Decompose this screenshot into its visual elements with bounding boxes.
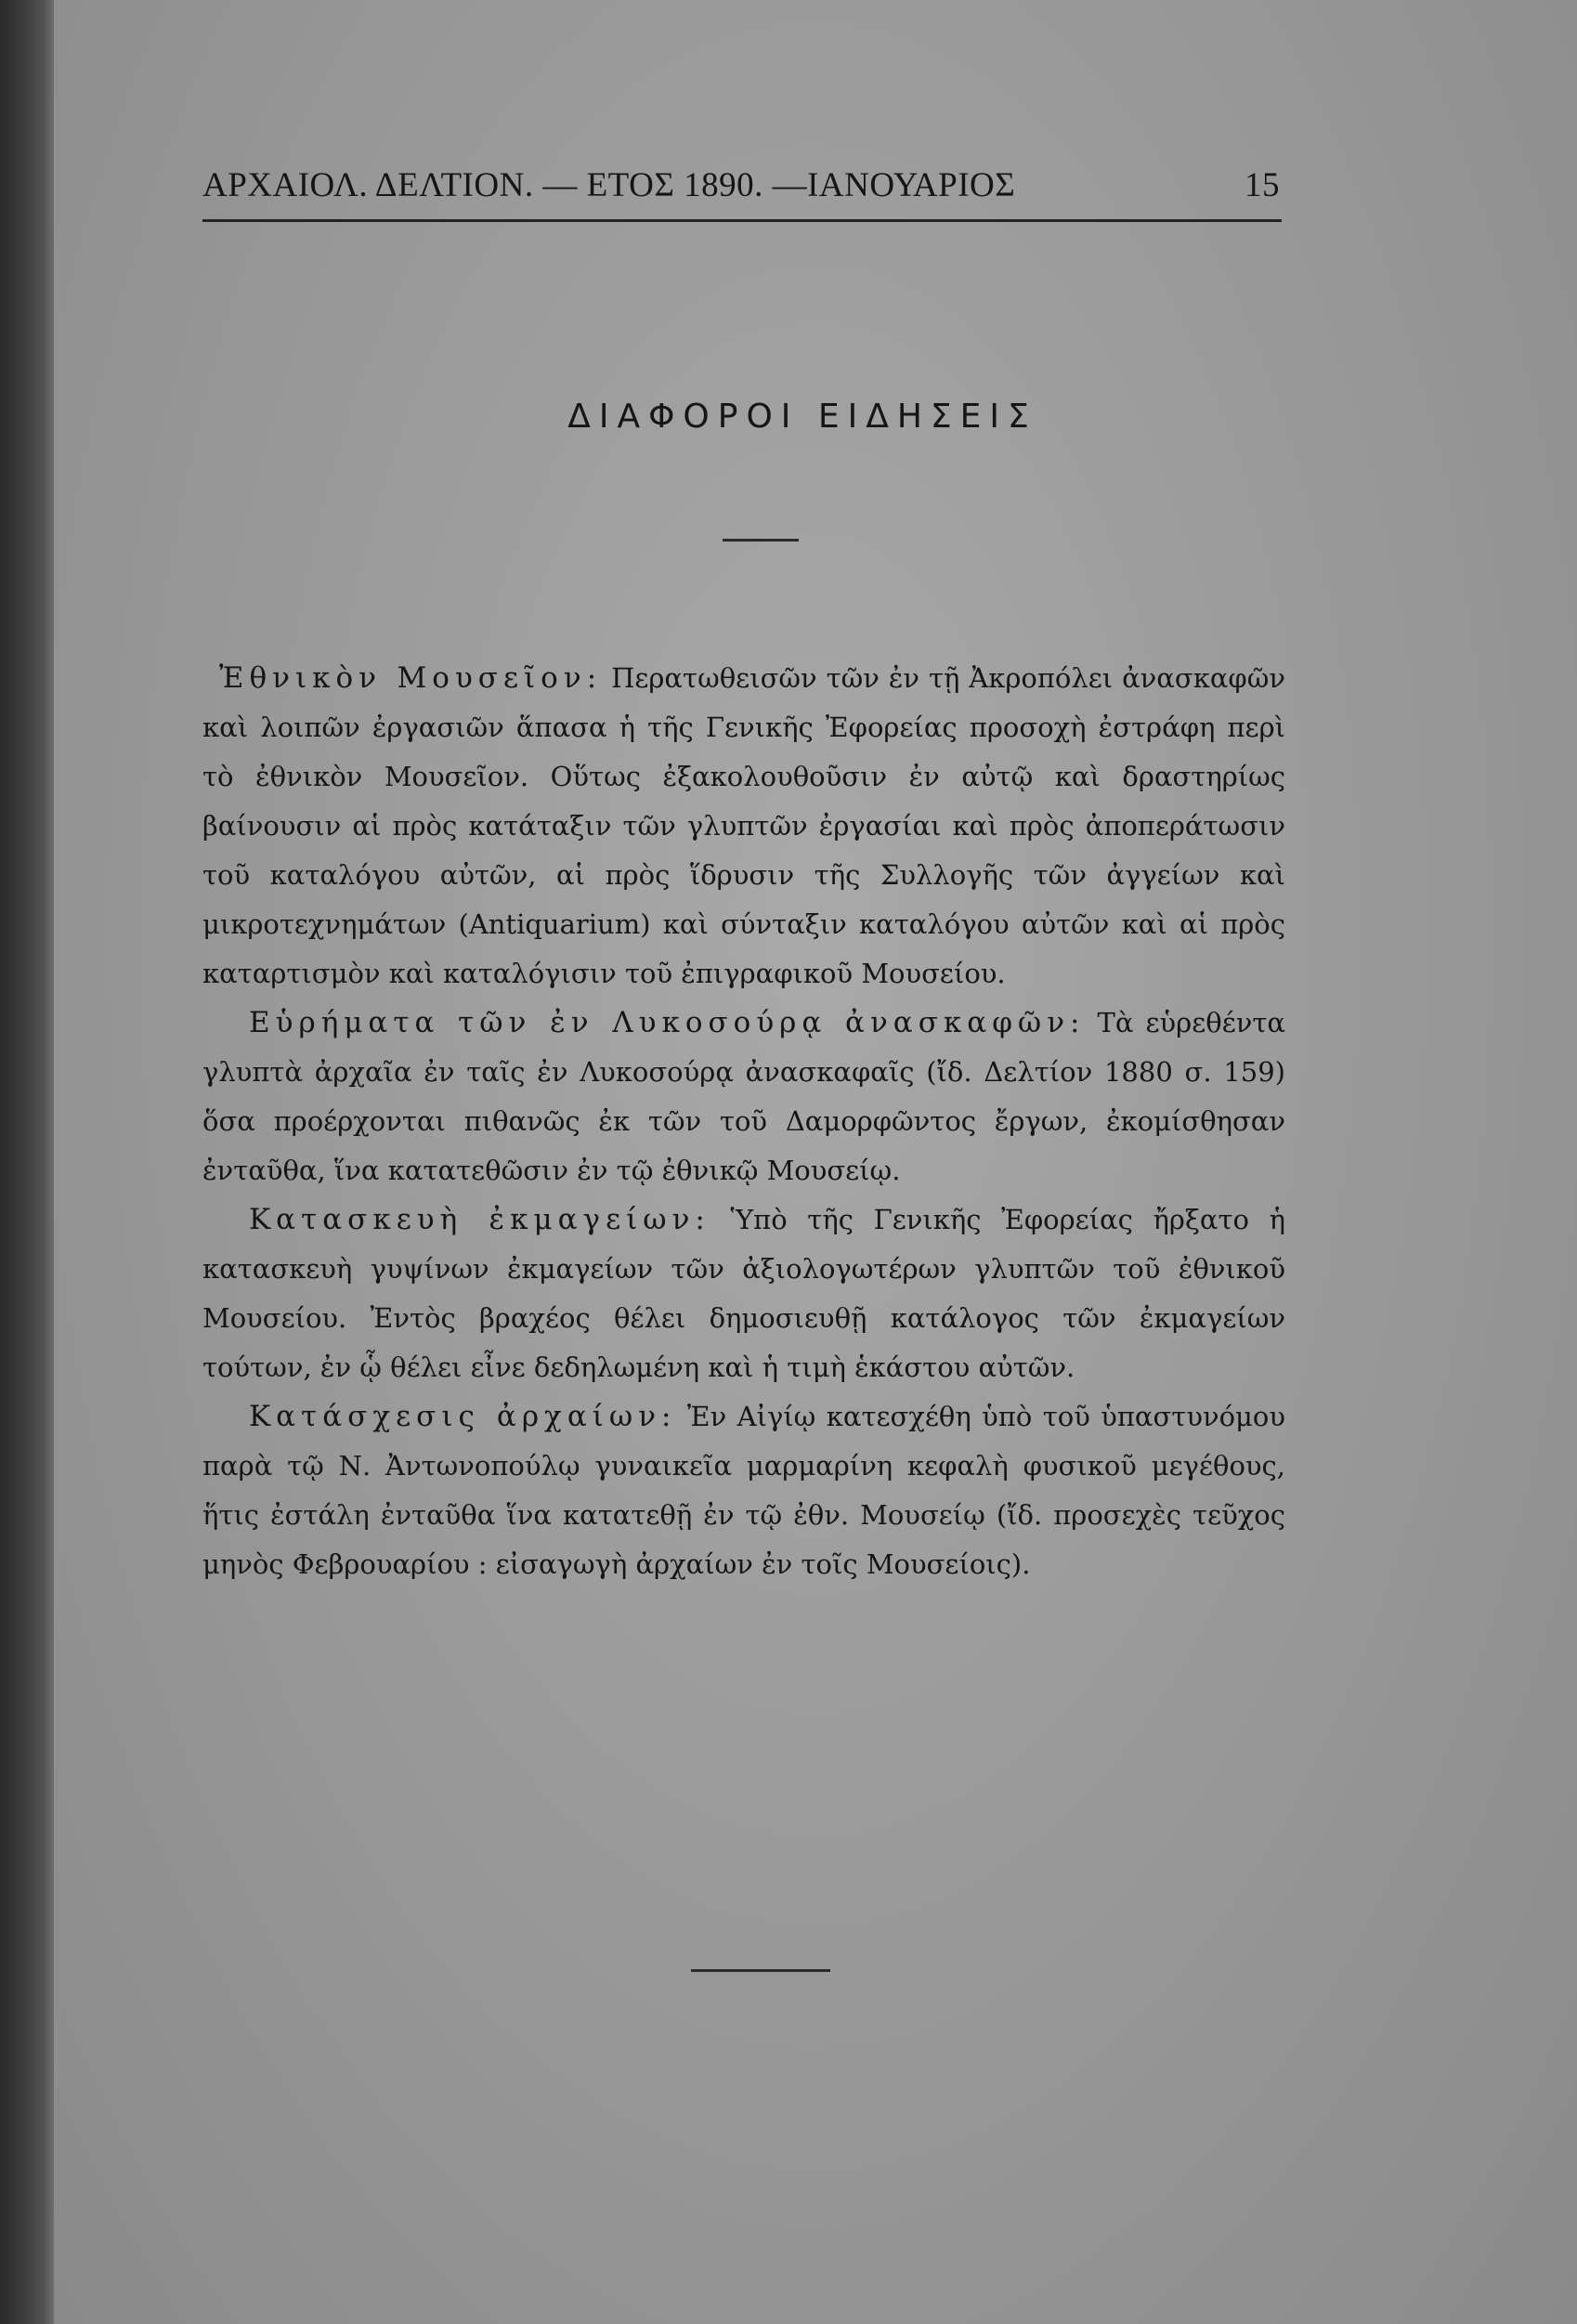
paragraph-national-museum bbox=[202, 654, 1285, 999]
binding-edge bbox=[0, 0, 54, 2324]
running-header bbox=[202, 156, 1280, 212]
paragraph-text: Τὰ εὑρεθέντα γλυπτὰ ἀρχαῖα ἐν ταῖς ἐν Λυκοσούρᾳ ἀνασκαφαῖς (ἴδ. Δελτίον 1880 σ. 159) ὅσα προέρχονται πιθανῶς ἐκ τῶν τοῦ Δαμορφῶντος ἔργων, ἐκομίσθησαν ἐνταῦθα, ἵνα κατατεθῶσιν ἐν τῷ ἐθνικῷ Μουσείῳ. bbox=[202, 1007, 1285, 1186]
paragraph-casts bbox=[202, 1195, 1285, 1392]
running-title: ΑΡΧΑΙΟΛ. ΔΕΛΤΙΟΝ. — ΕΤΟΣ 1890. —ΙΑΝΟΥΑΡΙΟΣ bbox=[202, 166, 1016, 204]
paragraph-lead: Κατασκευὴ ἐκμαγείων: bbox=[249, 1203, 710, 1236]
paragraph-lead: Ἐθνικὸν Μουσεῖον: bbox=[219, 661, 603, 695]
section-title: ΔΙΑΦΟΡΟΙ ΕΙΔΗΣΕΙΣ bbox=[567, 398, 1037, 436]
title-rule bbox=[723, 539, 799, 542]
paragraph-text: Ἐν Αἰγίῳ κατεσχέθη ὑπὸ τοῦ ὑπαστυνόμου παρὰ τῷ Ν. Ἀντωνοπούλῳ γυναικεῖα μαρμαρίνη κεφαλὴ φυσικοῦ μεγέθους, ἥτις ἐστάλη ἐνταῦθα ἵνα κατατεθῇ ἐν τῷ ἐθν. Μουσείῳ (ἴδ. προσεχὲς τεῦχος μηνὸς Φεβρουαρίου : εἰσαγωγὴ ἀρχαίων ἐν τοῖς Μουσείοις). bbox=[202, 1401, 1285, 1580]
page-number: 15 bbox=[1245, 166, 1280, 204]
paragraph-lykosoura-finds bbox=[202, 999, 1285, 1195]
paragraph-text: Ὑπὸ τῆς Γενικῆς Ἐφορείας ἤρξατο ἡ κατασκευὴ γυψίνων ἐκμαγείων τῶν ἀξιολογωτέρων γλυπτῶν τοῦ ἐθνικοῦ Μουσείου. Ἐντὸς βραχέος θέλει δημοσιευθῇ κατάλογος τῶν ἐκμαγείων τούτων, ἐν ᾧ θέλει εἶνε δεδηλωμένη καὶ ἡ τιμὴ ἑκάστου αὐτῶν. bbox=[202, 1204, 1285, 1383]
paragraph-lead: Κατάσχεσις ἀρχαίων: bbox=[249, 1400, 677, 1433]
paragraph-lead: Εὑρήματα τῶν ἐν Λυκοσούρᾳ ἀνασκαφῶν: bbox=[249, 1006, 1086, 1039]
end-rule bbox=[691, 1969, 830, 1972]
article-body bbox=[202, 654, 1285, 1589]
header-rule bbox=[202, 219, 1282, 222]
paragraph-seizure bbox=[202, 1392, 1285, 1589]
paragraph-text: Περατωθεισῶν τῶν ἐν τῇ Ἀκροπόλει ἀνασκαφῶν καὶ λοιπῶν ἐργασιῶν ἅπασα ἡ τῆς Γενικῆς Ἐφορείας προσοχὴ ἐστράφη περὶ τὸ ἐθνικὸν Μουσεῖον. Οὕτως ἐξακολουθοῦσιν ἐν αὐτῷ καὶ δραστηρίως βαίνουσιν αἱ πρὸς κατάταξιν τῶν γλυπτῶν ἐργασίαι καὶ πρὸς ἀποπεράτωσιν τοῦ καταλόγου αὐτῶν, αἱ πρὸς ἵδρυσιν τῆς Συλλογῆς τῶν ἀγγείων καὶ μικροτεχνημάτων (Antiquarium) καὶ σύνταξιν καταλόγου αὐτῶν καὶ αἱ πρὸς καταρτισμὸν καὶ καταλόγισιν τοῦ ἐπιγραφικοῦ Μουσείου. bbox=[202, 662, 1285, 989]
